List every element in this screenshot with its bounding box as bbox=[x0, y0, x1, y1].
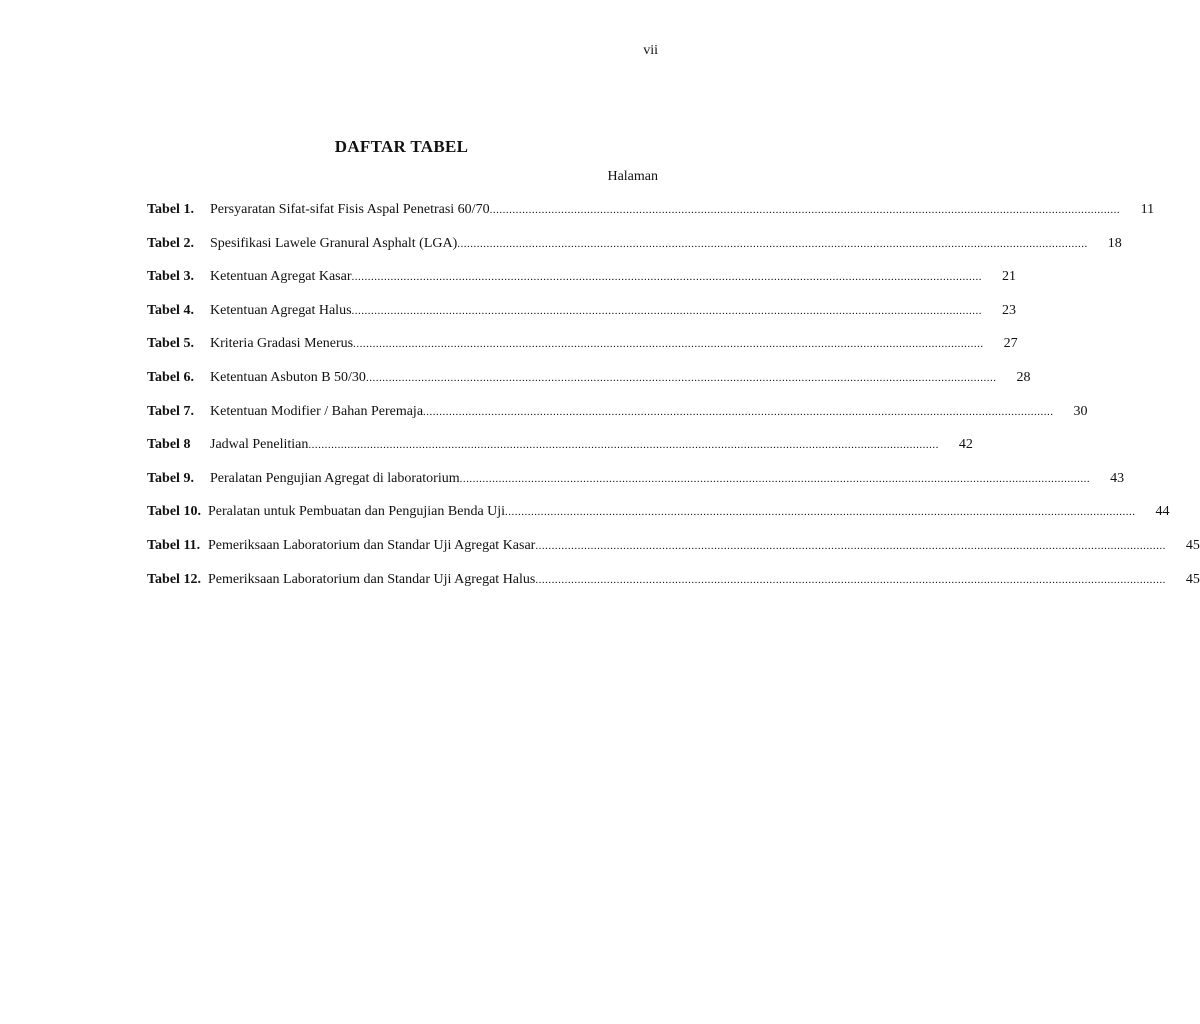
toc-leader-dots bbox=[308, 439, 947, 451]
toc-entry-title: Spesifikasi Lawele Granural Asphalt (LGA) bbox=[210, 235, 458, 251]
toc-entry-page: 23 bbox=[1002, 302, 1017, 318]
toc-leader-dots bbox=[505, 506, 1144, 518]
toc-entry-page: 44 bbox=[1155, 504, 1170, 520]
table-of-contents bbox=[147, 202, 1200, 605]
toc-entry[interactable] bbox=[147, 369, 1031, 404]
toc-leader-dots bbox=[535, 574, 1174, 586]
toc-entry-label: Tabel 5. bbox=[147, 336, 194, 352]
toc-entry-title: Persyaratan Sifat-sifat Fisis Aspal Penetrasi 60/70 bbox=[210, 202, 490, 217]
toc-entry[interactable] bbox=[147, 537, 1200, 572]
toc-entry-label: Tabel 11. bbox=[147, 537, 201, 553]
toc-entry-title: Kriteria Gradasi Menerus bbox=[210, 336, 354, 352]
toc-leader-dots bbox=[423, 406, 1062, 418]
page-column-header: Halaman bbox=[607, 169, 658, 184]
toc-entry-label: Tabel 4. bbox=[147, 302, 194, 318]
toc-entry[interactable] bbox=[147, 437, 973, 471]
toc-entry[interactable] bbox=[147, 470, 1125, 505]
toc-entry-label: Tabel 12. bbox=[147, 571, 201, 587]
toc-entry-title: Ketentuan Agregat Halus bbox=[210, 302, 352, 318]
toc-entry-label: Tabel 3. bbox=[147, 269, 194, 285]
toc-entry-title: Ketentuan Asbuton B 50/30 bbox=[210, 369, 366, 385]
toc-entry[interactable] bbox=[147, 202, 1155, 236]
toc-leader-dots bbox=[535, 540, 1174, 552]
toc-entry-title: Ketentuan Agregat Kasar bbox=[210, 269, 352, 285]
toc-entry-title: Pemeriksaan Laboratorium dan Standar Uji Agregat Kasar bbox=[208, 537, 536, 553]
toc-entry-page: 45 bbox=[1185, 537, 1200, 553]
toc-entry-title: Ketentuan Modifier / Bahan Peremaja bbox=[210, 403, 424, 419]
toc-entry-title: Jadwal Penelitian bbox=[210, 437, 309, 453]
toc-leader-dots bbox=[457, 238, 1096, 250]
toc-entry[interactable] bbox=[147, 571, 1200, 606]
toc-entry-label: Tabel 1. bbox=[147, 202, 194, 217]
toc-entry[interactable] bbox=[147, 302, 1017, 337]
toc-entry-page: 42 bbox=[958, 437, 973, 453]
toc-entry-label: Tabel 8 bbox=[147, 437, 191, 453]
toc-entry-page: 45 bbox=[1185, 571, 1200, 587]
toc-entry[interactable] bbox=[147, 269, 1016, 303]
toc-entry-label: Tabel 7. bbox=[147, 403, 194, 419]
toc-leader-dots bbox=[366, 372, 1005, 384]
toc-entry-page: 28 bbox=[1016, 369, 1031, 385]
toc-leader-dots bbox=[352, 271, 991, 283]
toc-entry-title: Pemeriksaan Laboratorium dan Standar Uji Agregat Halus bbox=[208, 571, 536, 587]
toc-entry[interactable] bbox=[147, 403, 1088, 438]
toc-entry-page: 43 bbox=[1110, 470, 1125, 486]
toc-entry-label: Tabel 6. bbox=[147, 369, 194, 385]
toc-leader-dots bbox=[352, 305, 991, 317]
toc-entry-page: 21 bbox=[1002, 269, 1016, 285]
toc-entry-label: Tabel 10. bbox=[147, 504, 201, 520]
toc-entry-page: 18 bbox=[1107, 235, 1122, 251]
toc-leader-dots bbox=[460, 473, 1099, 485]
toc-entry-page: 27 bbox=[1003, 336, 1018, 352]
toc-leader-dots bbox=[490, 204, 1129, 216]
toc-entry[interactable] bbox=[147, 235, 1122, 270]
toc-entry-label: Tabel 2. bbox=[147, 235, 194, 251]
toc-entry-title: Peralatan untuk Pembuatan dan Pengujian Benda Uji bbox=[208, 504, 506, 520]
page-number: vii bbox=[643, 43, 658, 58]
toc-entry-label: Tabel 9. bbox=[147, 470, 194, 486]
toc-entry-page: 30 bbox=[1073, 403, 1088, 419]
toc-entry-title: Peralatan Pengujian Agregat di laboratorium bbox=[210, 470, 460, 486]
toc-entry[interactable] bbox=[147, 336, 1018, 370]
toc-entry[interactable] bbox=[147, 504, 1170, 538]
page-title: DAFTAR TABEL bbox=[334, 137, 469, 156]
toc-leader-dots bbox=[353, 338, 992, 350]
toc-entry-page: 11 bbox=[1140, 202, 1155, 217]
